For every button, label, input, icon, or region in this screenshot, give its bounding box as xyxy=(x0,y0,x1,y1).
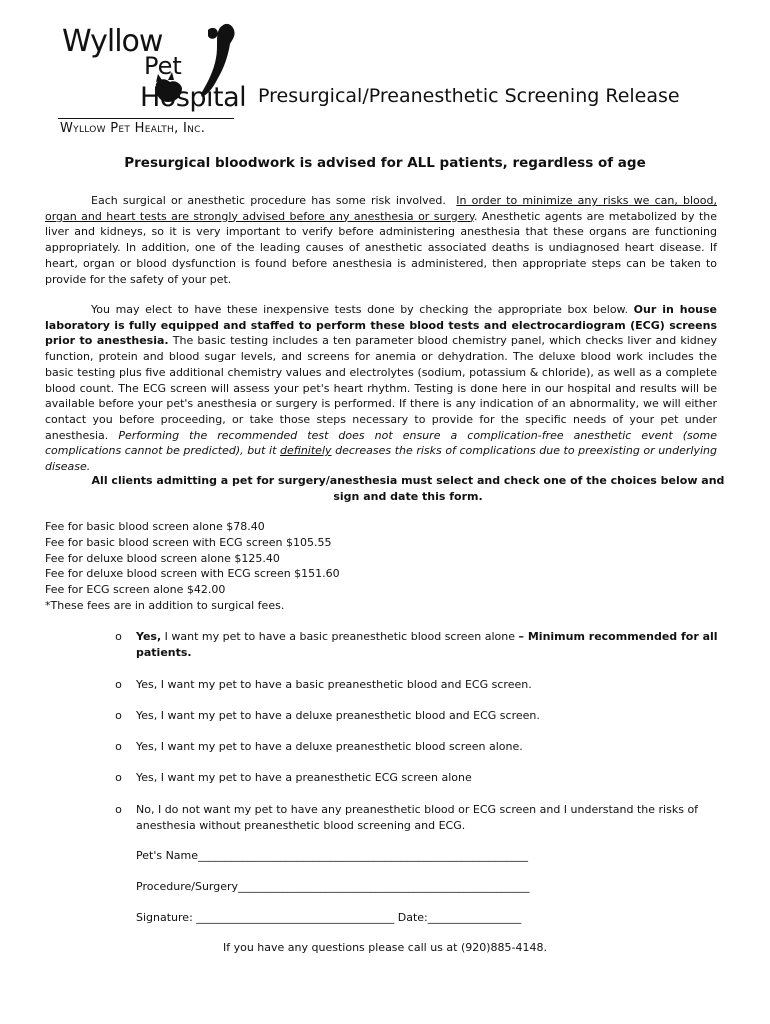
fee-list xyxy=(45,519,340,614)
logo-pet: Pet xyxy=(144,52,182,80)
option-basic-alone-label: I want my pet to have a basic preanesthetic blood screen alone xyxy=(164,630,516,643)
fee-item: Fee for ECG screen alone $42.00 xyxy=(45,583,226,597)
para2-bold: Our in house laboratory is fully equipped and staffed to perform these blood tests and electrocardiogram (ECG) screens prior to anesthesia. xyxy=(45,303,717,348)
para2-intro: You may elect to have these inexpensive tests done by checking the appropriate box below. xyxy=(91,303,629,316)
para2-body: The basic testing includes a ten parameter blood chemistry panel, which checks liver and kidney function, protein and blood sugar levels, and screens for anemia or dehydration. The deluxe blood work includes the basic testing plus five additional chemistry values and electrolytes (sodium, potassium & chloride), as well as a complete blood count. The ECG screen will assess your pet's heart rhythm. Testing is done here in our hospital and results will be available before your pet's anesthesia or surgery is performed. If there is any indication of an abnormality, we will either contact you before proceeding, or take those steps necessary to provide for the specific needs of your pet under anesthesia. xyxy=(45,334,717,442)
contact-footer: If you have any questions please call us at (920)885-4148. xyxy=(222,941,547,954)
hospital-logo xyxy=(56,22,247,142)
option-minimum-recommended: – Minimum recommended for all patients. xyxy=(136,630,718,659)
option-ecg-alone-label: Yes, I want my pet to have a preanesthetic ECG screen alone xyxy=(136,771,472,784)
document-title: Presurgical/Preanesthetic Screening Release xyxy=(258,85,680,107)
signature-date-field[interactable]: Signature: ____________________________________ Date:_________________ xyxy=(136,911,522,924)
para2-italic-a: Performing the recommended test does not ensure a complication-free anesthetic event (some complications cannot be predicted), but it xyxy=(45,428,717,458)
option-decline-label: No, I do not want my pet to have any preanesthetic blood or ECG screen and I understand the risks of anesthesia without preanesthetic blood screening and ECG. xyxy=(136,803,699,832)
headline: Presurgical bloodwork is advised for ALL patients, regardless of age xyxy=(124,155,646,171)
logo-divider xyxy=(58,118,234,119)
para1-intro: Each surgical or anesthetic procedure has some risk involved. xyxy=(91,194,446,207)
pet-name-field[interactable]: Pet's Name____________________________________________________________ xyxy=(136,849,529,862)
para1-underlined: In order to minimize any risks we can, blood, organ and heart tests are strongly advised before any anesthesia or surgery xyxy=(45,194,717,223)
logo-wyllow: Wyllow xyxy=(62,24,163,59)
fee-note: *These fees are in addition to surgical fees. xyxy=(45,598,285,612)
para2-italic-underlined: definitely xyxy=(279,444,332,458)
logo-subtitle: Wyllow Pet Health, Inc. xyxy=(60,121,206,136)
selection-notice: All clients admitting a pet for surgery/anesthesia must select and check one of the choices below and sign and date this form. xyxy=(91,474,725,503)
option-yes-bold: Yes, xyxy=(136,630,162,643)
testing-paragraph xyxy=(45,302,717,475)
option-deluxe-alone-label: Yes, I want my pet to have a deluxe preanesthetic blood screen alone. xyxy=(136,740,523,753)
fee-item: Fee for deluxe blood screen with ECG screen $151.60 xyxy=(45,567,340,581)
checkbox-decline[interactable]: o xyxy=(115,803,122,816)
fee-item: Fee for deluxe blood screen alone $125.40 xyxy=(45,551,280,565)
checkbox-deluxe-alone[interactable]: o xyxy=(115,740,122,753)
intro-paragraph xyxy=(45,193,717,287)
fee-item: Fee for basic blood screen alone $78.40 xyxy=(45,520,265,533)
procedure-field[interactable]: Procedure/Surgery_____________________________________________________ xyxy=(136,880,530,893)
option-basic-ecg-label: Yes, I want my pet to have a basic preanesthetic blood and ECG screen. xyxy=(136,678,532,691)
checkbox-deluxe-ecg[interactable]: o xyxy=(115,709,122,722)
checkbox-basic-alone[interactable]: o xyxy=(115,630,122,643)
para1-rest: . Anesthetic agents are metabolized by the liver and kidneys, so it is very important to verify before administering anesthesia that these organs are functioning appropriately. In addition, one of the leading causes of anesthetic associated deaths is undiagnosed heart disease. If heart, organ or blood dysfunction is found before anesthesia is administered, then appropriate steps can be taken to provide for the safety of your pet. xyxy=(45,209,717,286)
logo-hospital: Hospital xyxy=(140,82,247,113)
option-deluxe-ecg-label: Yes, I want my pet to have a deluxe preanesthetic blood and ECG screen. xyxy=(136,709,540,722)
para2-italic-b: decreases the risks of complications due to preexisting or underlying disease. xyxy=(45,444,717,474)
fee-item: Fee for basic blood screen with ECG screen $105.55 xyxy=(45,535,332,549)
checkbox-basic-ecg[interactable]: o xyxy=(115,678,122,691)
checkbox-ecg-alone[interactable]: o xyxy=(115,771,122,784)
